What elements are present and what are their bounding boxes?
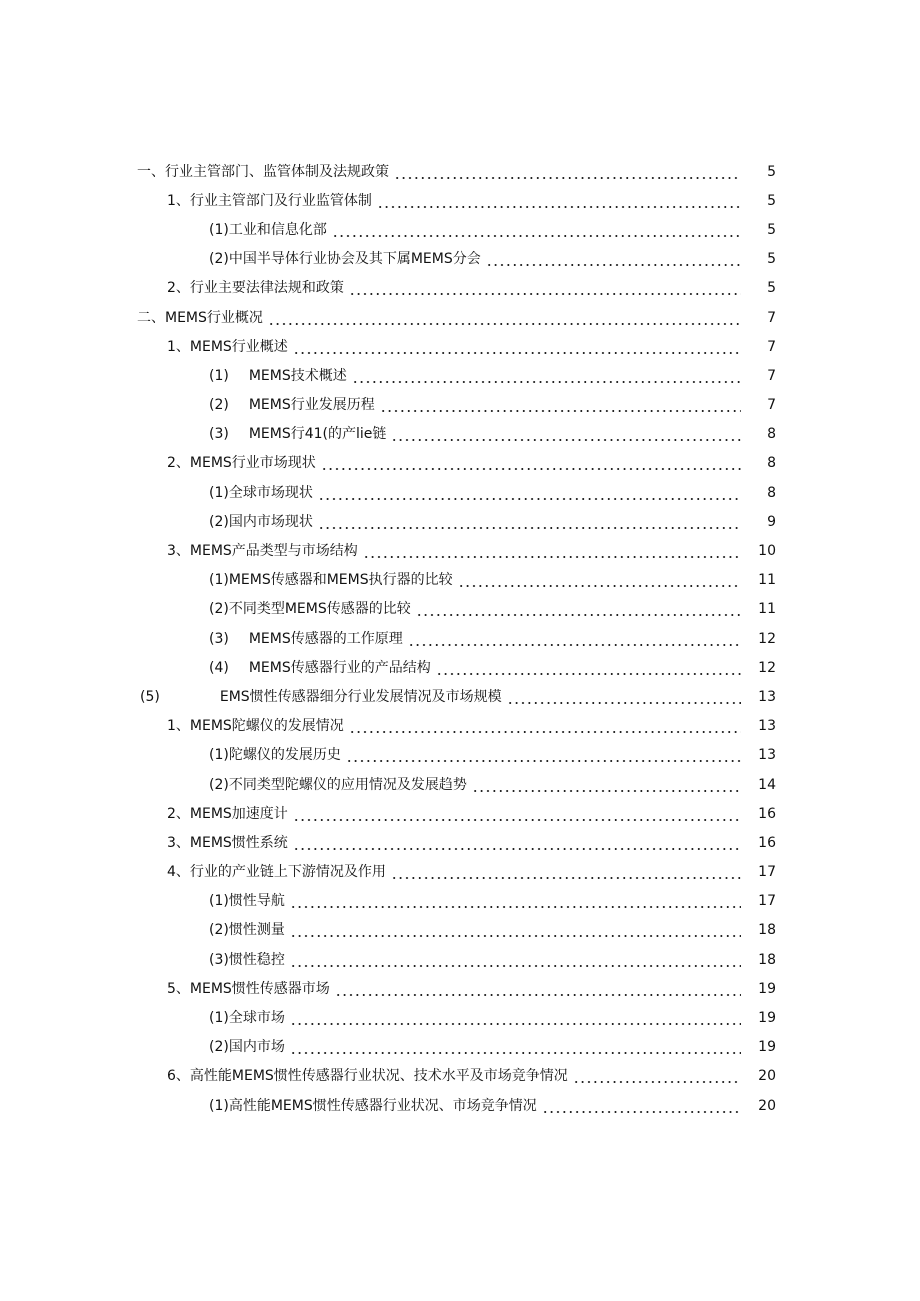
toc-entry-title: (3)惯性稳控 [209,951,285,968]
toc-entry-chapter-5[interactable] [0,682,920,711]
toc-entry-title: (2)不同类型陀螺仪的应用情况及发展趋势 [209,776,467,793]
toc-entry-title: (2)国内市场现状 [209,513,313,530]
toc-entry-page: 8 [767,426,776,443]
toc-entry-page: 5 [767,192,776,209]
dot-leader [377,191,741,211]
toc-entry-title: 2、MEMS行业市场现状 [167,455,316,472]
toc-entry-page: 7 [767,367,776,384]
toc-entry-section[interactable] [0,186,920,215]
toc-entry-title: 2、行业主要法律法规和政策 [167,280,344,297]
toc-entry-subsection[interactable] [0,595,920,624]
toc-entry-section[interactable] [0,1062,920,1091]
dot-leader [290,891,741,911]
dot-leader [486,249,741,269]
toc-entry-page: 19 [758,1010,776,1027]
dot-leader [293,337,741,357]
toc-entry-title: 1、MEMS行业概述 [167,338,288,355]
toc-entry-page: 5 [767,163,776,180]
toc-entry-text: MEMS行业发展历程 [248,397,375,414]
toc-entry-text: MEMS传感器行业的产品结构 [248,659,431,676]
toc-entry-text: MEMS行41(的产lie链 [248,426,387,443]
toc-entry-number: (2) [209,397,229,414]
toc-entry-section[interactable] [0,274,920,303]
dot-leader [436,658,741,678]
dot-leader [394,162,741,182]
toc-entry-number: (4) [209,659,229,676]
toc-entry-page: 13 [758,688,776,705]
dot-leader [349,278,741,298]
toc-entry-page: 7 [767,397,776,414]
dot-leader [290,1037,741,1057]
toc-entry-title [209,366,349,386]
toc-entry-page: 12 [758,630,776,647]
toc-entry-subsection[interactable] [0,361,920,390]
toc-entry-title [140,687,504,707]
toc-entry-subsection[interactable] [0,887,920,916]
toc-entry-title: (2)中国半导体行业协会及其下属MEMS分会 [209,251,481,268]
toc-entry-section[interactable] [0,858,920,887]
toc-entry-title [209,424,388,444]
toc-entry-title: 5、MEMS惯性传感器市场 [167,980,330,997]
toc-entry-subsection[interactable] [0,741,920,770]
table-of-contents [0,157,920,1120]
toc-entry-text: EMS惯性传感器细分行业发展情况及市场规模 [219,688,502,705]
toc-entry-subsection[interactable] [0,245,920,274]
toc-entry-page: 20 [758,1068,776,1085]
dot-leader [290,1008,741,1028]
toc-entry-number: (3) [209,630,229,647]
dot-leader [391,424,741,444]
toc-entry-subsection[interactable] [0,945,920,974]
toc-entry-page: 18 [758,922,776,939]
toc-entry-title [209,395,377,415]
toc-entry-page: 16 [758,834,776,851]
toc-entry-title: 2、MEMS加速度计 [167,805,288,822]
toc-entry-title: 6、高性能MEMS惯性传感器行业状况、技术水平及市场竞争情况 [167,1068,568,1085]
toc-entry-title: 一、行业主管部门、监管体制及法规政策 [137,163,389,180]
dot-leader [346,745,741,765]
dot-leader [318,483,741,503]
toc-entry-page: 7 [767,309,776,326]
toc-entry-title: (2)国内市场 [209,1039,285,1056]
toc-entry-title: (1)高性能MEMS惯性传感器行业状况、市场竞争情况 [209,1097,537,1114]
toc-entry-page: 5 [767,251,776,268]
toc-entry-section[interactable] [0,828,920,857]
toc-entry-title: (2)不同类型MEMS传感器的比较 [209,601,411,618]
toc-entry-page: 20 [758,1097,776,1114]
toc-entry-title: (1)工业和信息化部 [209,221,327,238]
toc-entry-page: 8 [767,455,776,472]
toc-entry-section[interactable] [0,536,920,565]
toc-entry-page: 16 [758,805,776,822]
toc-entry-section[interactable] [0,449,920,478]
dot-leader [321,453,741,473]
toc-entry-subsection[interactable] [0,1091,920,1120]
dot-leader [293,833,741,853]
toc-entry-page: 14 [758,776,776,793]
dot-leader [352,366,741,386]
toc-entry-subsection[interactable] [0,1033,920,1062]
dot-leader [416,599,741,619]
dot-leader [458,570,741,590]
toc-entry-subsection[interactable] [0,391,920,420]
toc-entry-page: 10 [758,543,776,560]
toc-entry-title: (1)MEMS传感器和MEMS执行器的比较 [209,572,453,589]
toc-entry-title: 1、MEMS陀螺仪的发展情况 [167,718,344,735]
dot-leader [573,1066,741,1086]
toc-entry-page: 19 [758,980,776,997]
dot-leader [349,716,741,736]
toc-entry-page: 5 [767,221,776,238]
dot-leader [293,804,741,824]
toc-entry-chapter-2[interactable] [0,303,920,332]
toc-entry-title: 1、行业主管部门及行业监管体制 [167,192,372,209]
toc-entry-section[interactable] [0,974,920,1003]
toc-entry-title: (1)全球市场 [209,1010,285,1027]
toc-entry-subsection[interactable] [0,507,920,536]
toc-entry-title [209,658,433,678]
dot-leader [290,950,741,970]
toc-entry-number: (3) [209,426,229,443]
toc-entry-subsection[interactable] [0,1003,920,1032]
toc-entry-subsection[interactable] [0,420,920,449]
toc-entry-page: 17 [758,864,776,881]
toc-entry-section[interactable] [0,712,920,741]
toc-entry-page: 9 [767,513,776,530]
toc-entry-page: 11 [758,601,776,618]
dot-leader [391,862,741,882]
toc-entry-page: 13 [758,718,776,735]
toc-entry-subsection[interactable] [0,566,920,595]
toc-entry-text: MEMS技术概述 [248,367,347,384]
toc-entry-text: MEMS传感器的工作原理 [248,630,403,647]
toc-entry-title: (1)惯性导航 [209,893,285,910]
dot-leader [408,629,741,649]
toc-entry-subsection[interactable] [0,653,920,682]
dot-leader [332,220,741,240]
toc-entry-title: 二、MEMS行业概况 [137,309,263,326]
dot-leader [268,308,741,328]
toc-entry-title: (1)全球市场现状 [209,484,313,501]
toc-entry-page: 5 [767,280,776,297]
toc-entry-subsection[interactable] [0,215,920,244]
toc-entry-title: 3、MEMS产品类型与市场结构 [167,543,358,560]
toc-entry-title: (1)陀螺仪的发展历史 [209,747,341,764]
toc-entry-subsection[interactable] [0,624,920,653]
toc-entry-page: 11 [758,572,776,589]
dot-leader [507,687,741,707]
toc-entry-subsection[interactable] [0,478,920,507]
toc-entry-page: 19 [758,1039,776,1056]
dot-leader [335,979,741,999]
dot-leader [363,541,741,561]
toc-entry-section[interactable] [0,332,920,361]
toc-entry-title: 3、MEMS惯性系统 [167,834,288,851]
toc-entry-subsection[interactable] [0,916,920,945]
toc-entry-title: 4、行业的产业链上下游情况及作用 [167,864,386,881]
dot-leader [472,775,741,795]
toc-entry-page: 17 [758,893,776,910]
toc-entry-page: 7 [767,338,776,355]
toc-entry-title [209,629,405,649]
toc-entry-page: 13 [758,747,776,764]
toc-entry-page: 8 [767,484,776,501]
toc-entry-page: 18 [758,951,776,968]
dot-leader [290,920,741,940]
toc-entry-chapter-1[interactable] [0,157,920,186]
toc-entry-subsection[interactable] [0,770,920,799]
toc-entry-number: (1) [209,367,229,384]
toc-entry-title: (2)惯性测量 [209,922,285,939]
dot-leader [542,1096,741,1116]
toc-entry-number: (5) [140,688,160,705]
dot-leader [318,512,741,532]
toc-entry-section[interactable] [0,799,920,828]
toc-entry-page: 12 [758,659,776,676]
dot-leader [380,395,741,415]
